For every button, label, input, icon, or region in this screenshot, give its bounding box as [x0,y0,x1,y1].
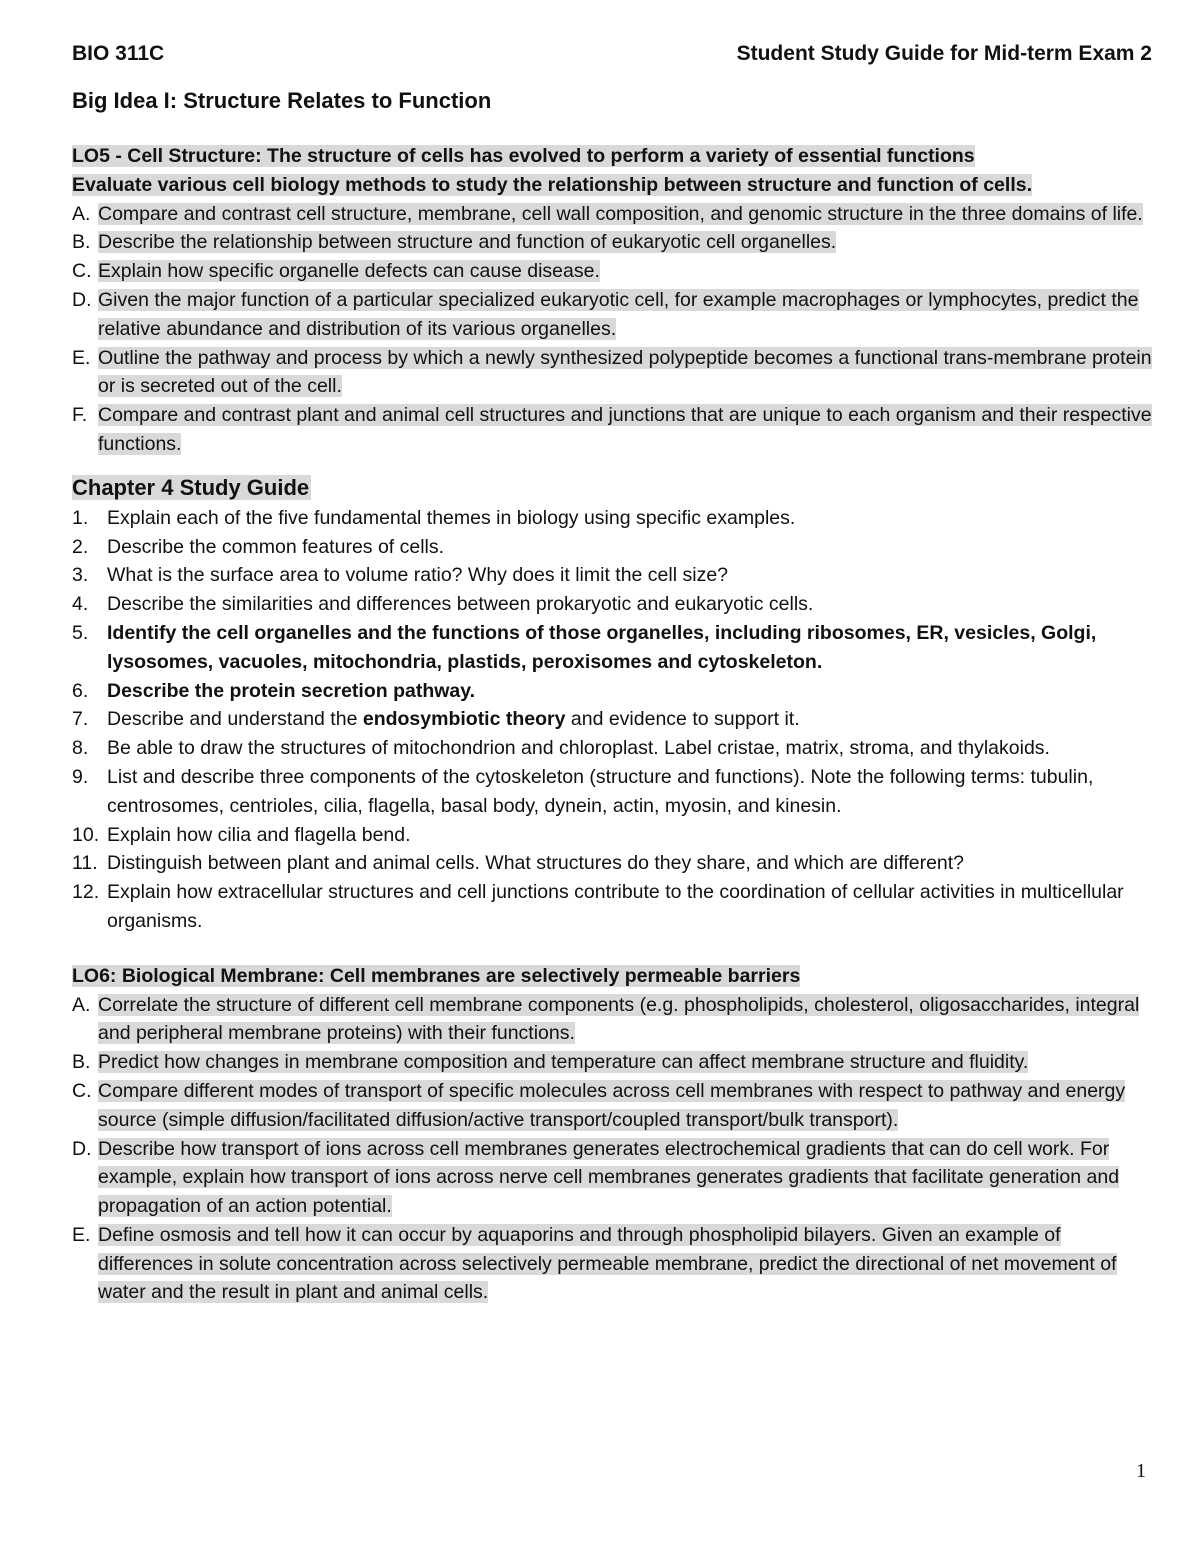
list-item: B. Predict how changes in membrane composition and temperature can affect membrane structure and fluidity. [72,1051,1029,1074]
lo6-heading: LO6: Biological Membrane: Cell membranes are selectively permeable barriers [72,964,801,987]
chapter-4-title: Chapter 4 Study Guide [72,474,310,500]
list-item: E. Define osmosis and tell how it can occur by aquaporins and through phospholipid bilayers. Given an example of differences in solute concentration across selectively permeable membrane, predict the directional of net movement of water and the result in plant and animal cells. [72,1223,1117,1304]
list-item: 2. Describe the common features of cells. [72,535,445,558]
list-item: C. Compare different modes of transport of specific molecules across cell membranes with respect to pathway and energy source (simple diffusion/facilitated diffusion/active transport/coupled transport/bulk transport). [72,1079,1126,1131]
list-item: 5. Identify the cell organelles and the functions of those organelles, including ribosomes, ER, vesicles, Golgi, lysosomes, vacuoles, mitochondria, plastids, peroxisomes and cytoskeleton. [72,621,1097,673]
list-item: D. Given the major function of a particular specialized eukaryotic cell, for example macrophages or lymphocytes, predict the relative abundance and distribution of its various organelles. [72,288,1139,340]
list-item: 7. Describe and understand the endosymbiotic theory and evidence to support it. [72,708,800,731]
list-item: 11. Distinguish between plant and animal cells. What structures do they share, and which are different? [72,852,965,875]
chapter-4-questions-list [72,504,1152,936]
endosymbiotic-theory-term: endosymbiotic theory [362,708,566,731]
course-code: BIO 311C [72,42,165,65]
page-number: 1 [1136,1460,1146,1482]
list-item: F. Compare and contrast plant and animal cell structures and junctions that are unique to each organism and their respective functions. [72,404,1152,455]
lo5-heading-line2: Evaluate various cell biology methods to study the relationship between structure and function of cells. [72,173,1033,196]
list-item: A. Correlate the structure of different cell membrane components (e.g. phospholipids, cholesterol, oligosaccharides, integral and peripheral membrane proteins) with their functions. [72,993,1140,1045]
list-item: 6. Describe the protein secretion pathway. [72,679,476,702]
list-item: B. Describe the relationship between structure and function of eukaryotic cell organelles. [72,231,837,254]
list-item: 8. Be able to draw the structures of mitochondrion and chloroplast. Label cristae, matrix, stroma, and thylakoids. [72,737,1050,760]
list-item: E. Outline the pathway and process by which a newly synthesized polypeptide becomes a functional trans-membrane protein or is secreted out of the cell. [72,346,1152,398]
list-item: 10. Explain how cilia and flagella bend. [72,823,411,846]
page-header [72,38,1152,70]
list-item: 3. What is the surface area to volume ratio? Why does it limit the cell size? [72,564,729,587]
list-item: D. Describe how transport of ions across cell membranes generates electrochemical gradients that can do cell work. For example, explain how transport of ions across nerve cell membranes generates gradients that facilitate generation and propagation of an action potential. [72,1137,1120,1218]
lo6-objectives-list [72,991,1152,1308]
list-item: C. Explain how specific organelle defects can cause disease. [72,260,600,283]
document-page [72,38,1152,1307]
list-item: A. Compare and contrast cell structure, membrane, cell wall composition, and genomic structure in the three domains of life. [72,202,1143,225]
list-item: 12. Explain how extracellular structures and cell junctions contribute to the coordination of cellular activities in multicellular organisms. [72,881,1124,932]
list-item: 4. Describe the similarities and differences between prokaryotic and eukaryotic cells. [72,593,814,616]
list-item: 1. Explain each of the five fundamental themes in biology using specific examples. [72,506,796,529]
lo5-objectives-list [72,200,1152,459]
lo5-heading [72,142,1152,200]
list-item: 9. List and describe three components of the cytoskeleton (structure and functions). Note the following terms: tubulin, centrosomes, centrioles, cilia, flagella, basal body, dynein, actin, myosin, and kinesin. [72,765,1094,817]
lo5-heading-line1: LO5 - Cell Structure: The structure of cells has evolved to perform a variety of essential functions [72,145,975,167]
big-idea-heading: Big Idea I: Structure Relates to Function [72,88,492,113]
document-title: Student Study Guide for Mid-term Exam 2 [736,42,1152,65]
